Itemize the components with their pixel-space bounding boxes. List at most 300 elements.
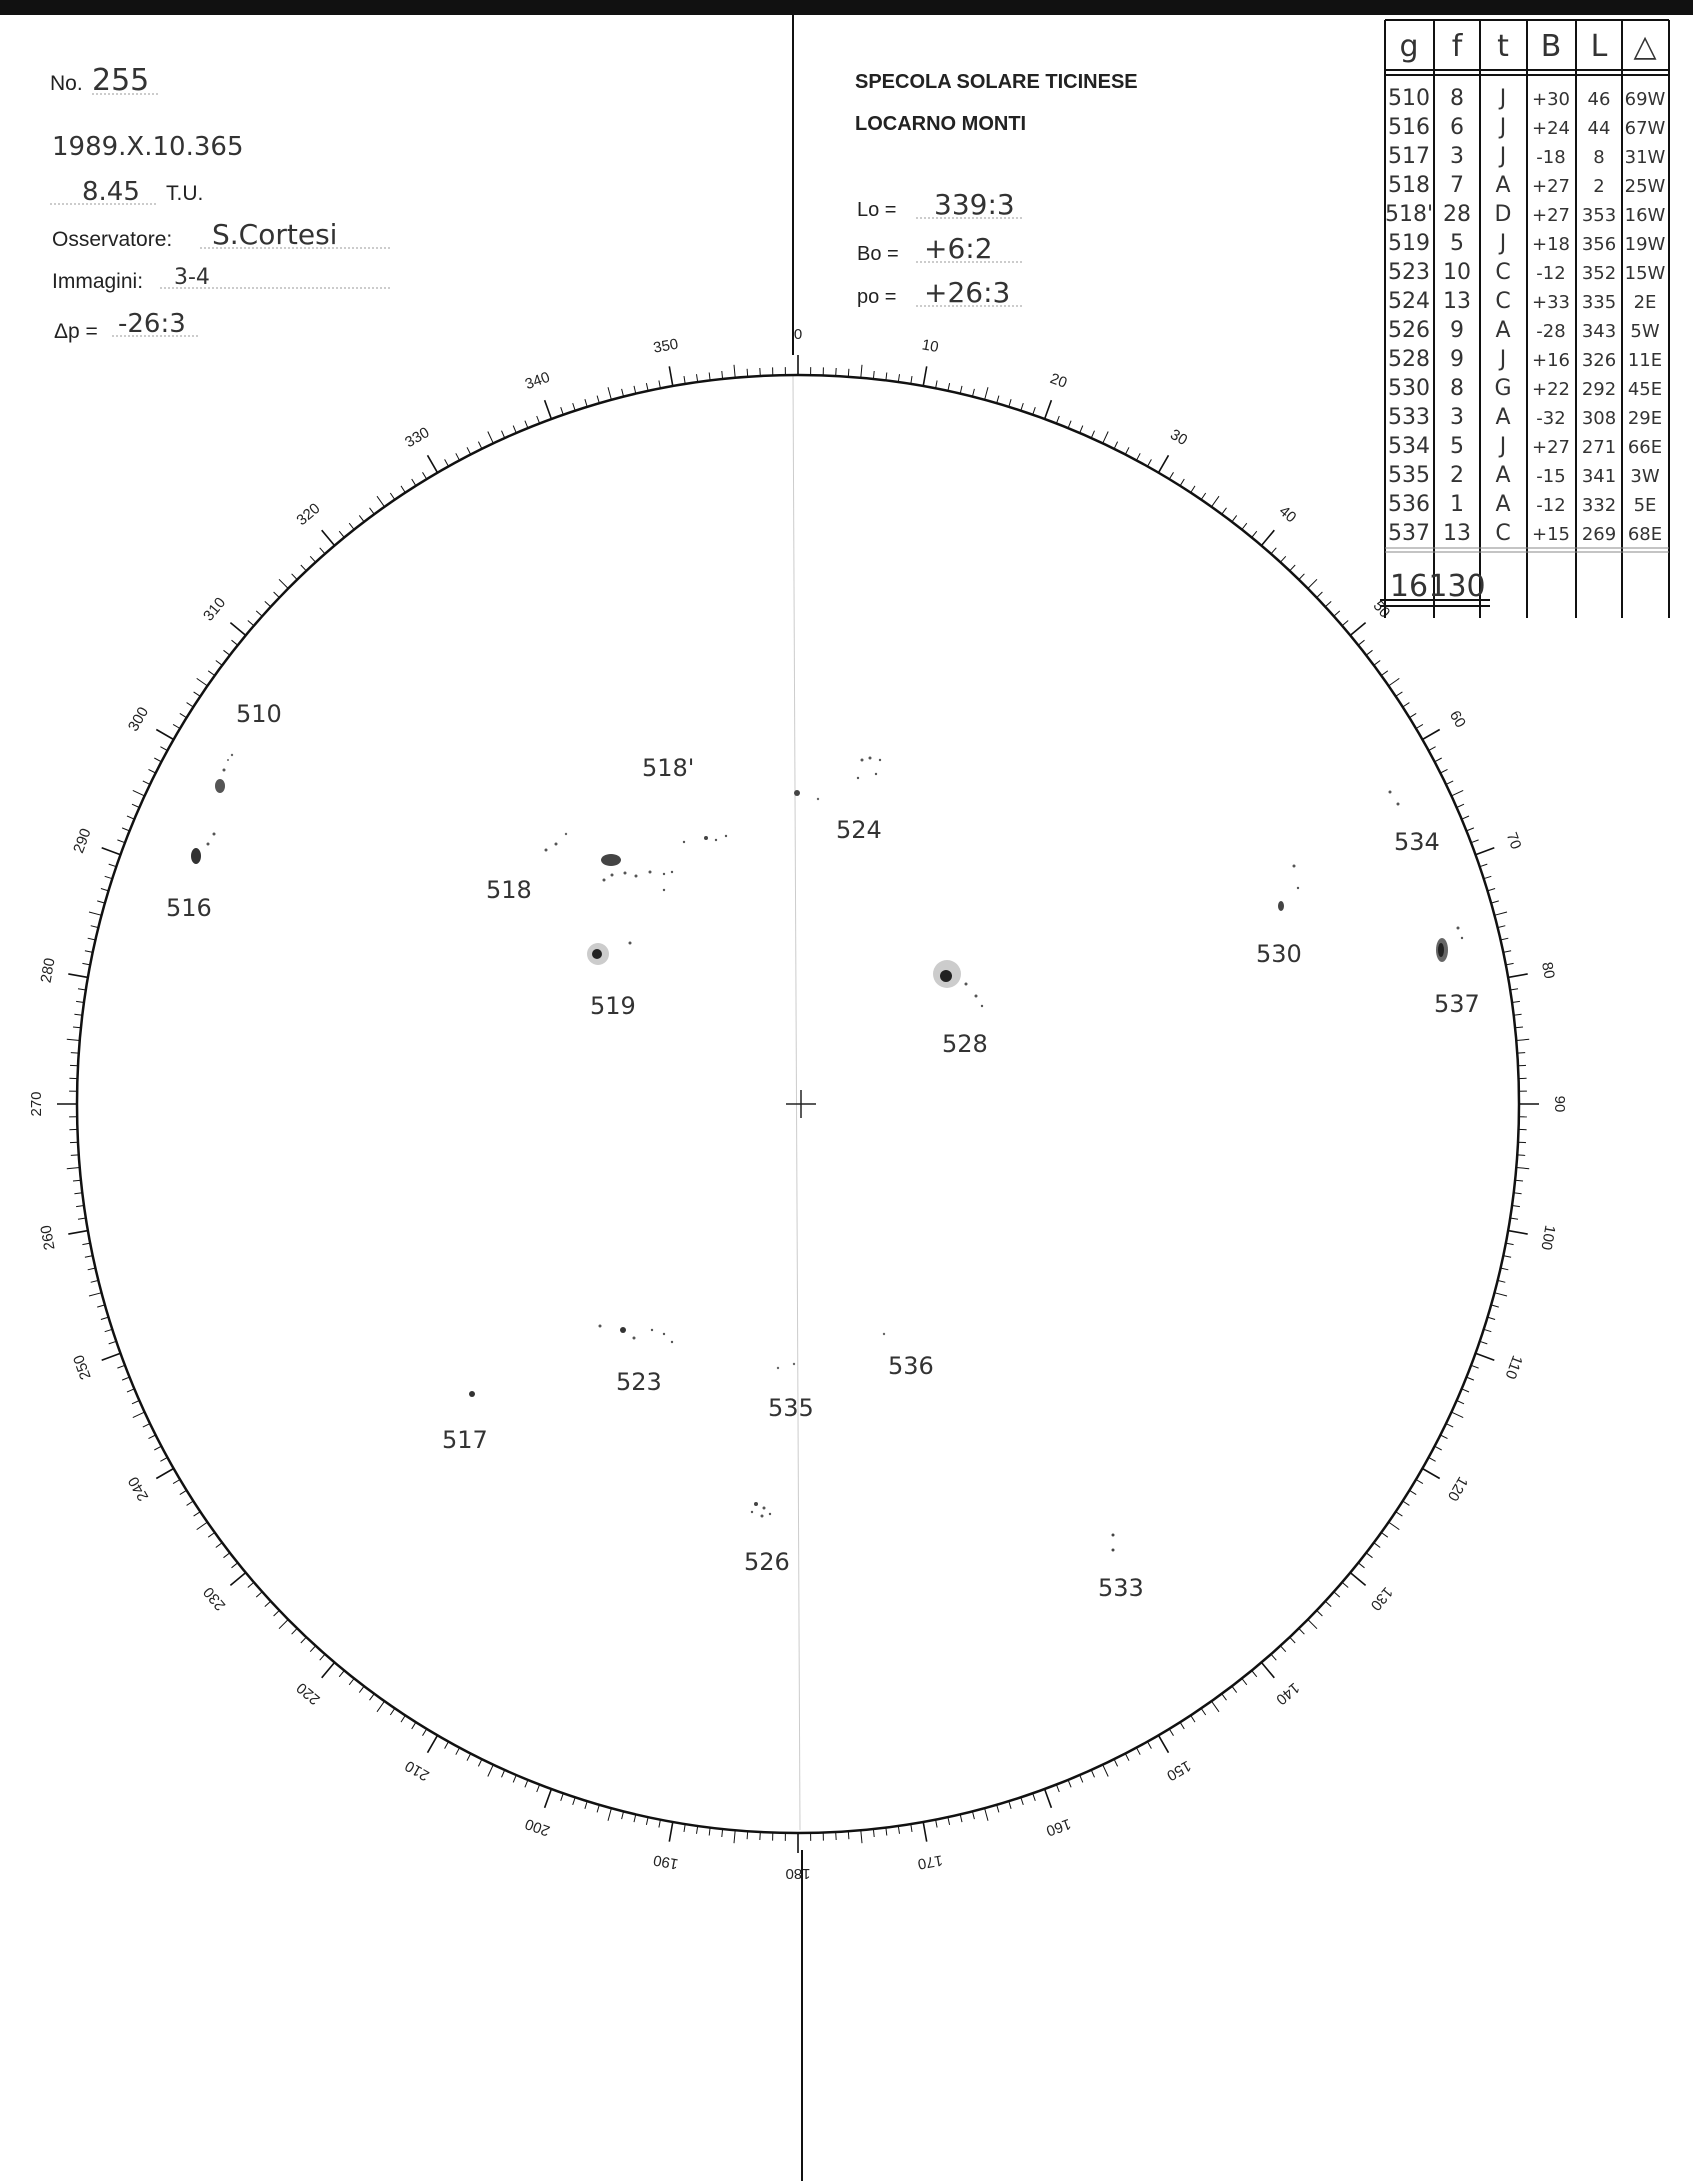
degree-tick bbox=[401, 1715, 405, 1722]
degree-tick bbox=[1280, 556, 1285, 562]
degree-tick bbox=[1358, 640, 1364, 645]
table-cell: 3 bbox=[1450, 405, 1464, 430]
degree-tick bbox=[224, 1553, 230, 1558]
central-meridian-guide bbox=[793, 375, 800, 1830]
table-cell: 15W bbox=[1624, 263, 1666, 284]
degree-tick bbox=[1440, 769, 1447, 773]
group-label-536: 536 bbox=[888, 1352, 934, 1380]
table-cell: 530 bbox=[1388, 376, 1430, 401]
spot-group-530 bbox=[1278, 865, 1299, 912]
degree-tick bbox=[292, 574, 298, 580]
table-cell: 519 bbox=[1388, 231, 1430, 256]
degree-tick bbox=[1396, 692, 1403, 696]
degree-tick bbox=[1148, 1742, 1152, 1749]
group-label-524: 524 bbox=[836, 816, 882, 844]
degree-tick bbox=[1451, 790, 1463, 796]
table-cell: +27 bbox=[1532, 176, 1570, 197]
degree-tick bbox=[265, 1601, 271, 1606]
degree-tick bbox=[423, 1729, 427, 1736]
degree-tick bbox=[1435, 1446, 1442, 1450]
degree-tick bbox=[467, 1754, 471, 1761]
degree-tick bbox=[1488, 1317, 1496, 1319]
degree-tick bbox=[149, 1435, 156, 1439]
degree-tick bbox=[160, 747, 167, 751]
degree-tick bbox=[1137, 1748, 1141, 1755]
degree-tick bbox=[97, 901, 105, 903]
degree-tick bbox=[279, 579, 288, 588]
l0-label: Lo = bbox=[857, 199, 897, 221]
group-label-534: 534 bbox=[1394, 828, 1440, 856]
table-header-cell: B bbox=[1540, 29, 1562, 64]
degree-tick bbox=[456, 453, 460, 460]
time-unit: T.U. bbox=[166, 182, 204, 205]
degree-tick bbox=[1440, 1435, 1447, 1439]
degree-tick bbox=[1033, 1793, 1036, 1801]
degree-tick bbox=[1457, 804, 1464, 807]
degree-tick bbox=[1180, 1722, 1184, 1729]
p0-value: +26:3 bbox=[924, 276, 1011, 309]
degree-label: 310 bbox=[200, 594, 230, 625]
degree-tick bbox=[89, 912, 102, 915]
degree-tick bbox=[1325, 601, 1331, 606]
number-label: No. bbox=[50, 72, 83, 95]
degree-label: 80 bbox=[1538, 960, 1558, 981]
table-cell: 523 bbox=[1388, 260, 1430, 285]
degree-label: 220 bbox=[293, 1678, 324, 1709]
degree-tick bbox=[154, 758, 161, 762]
table-cell: 2E bbox=[1633, 292, 1657, 313]
table-total-f: 130 bbox=[1428, 569, 1486, 604]
degree-tick bbox=[1169, 1729, 1173, 1736]
degree-tick bbox=[861, 1830, 862, 1843]
degree-tick bbox=[194, 1512, 201, 1516]
table-row bbox=[1388, 318, 1660, 343]
degree-tick bbox=[377, 496, 385, 507]
degree-label: 330 bbox=[402, 423, 433, 452]
degree-tick bbox=[156, 1469, 173, 1479]
degree-tick bbox=[1476, 848, 1495, 855]
table-cell: 69W bbox=[1624, 89, 1666, 110]
degree-tick bbox=[836, 368, 837, 376]
degree-tick bbox=[1317, 1610, 1323, 1616]
degree-tick bbox=[1280, 1646, 1285, 1652]
degree-tick bbox=[1429, 747, 1436, 751]
degree-tick bbox=[502, 431, 505, 438]
degree-tick bbox=[923, 1822, 927, 1842]
table-cell: A bbox=[1495, 463, 1511, 488]
degree-tick bbox=[1446, 1424, 1453, 1428]
table-cell: 46 bbox=[1587, 89, 1611, 110]
degree-tick bbox=[91, 926, 99, 928]
degree-tick bbox=[339, 531, 344, 537]
images-value: 3-4 bbox=[174, 265, 210, 290]
degree-tick bbox=[173, 724, 180, 728]
degree-tick bbox=[1261, 1662, 1274, 1677]
degree-tick bbox=[1471, 840, 1479, 843]
degree-tick bbox=[310, 1646, 315, 1652]
table-cell: 19W bbox=[1624, 234, 1666, 255]
degree-tick bbox=[232, 640, 238, 645]
solar-disk bbox=[28, 326, 1568, 1882]
degree-tick bbox=[1508, 1231, 1528, 1235]
table-cell: 528 bbox=[1388, 347, 1430, 372]
degree-tick bbox=[97, 1305, 105, 1307]
degree-tick bbox=[597, 1805, 599, 1813]
table-cell: 5 bbox=[1450, 231, 1464, 256]
degree-tick bbox=[423, 472, 427, 479]
degree-tick bbox=[537, 1785, 540, 1792]
degree-tick bbox=[1462, 1389, 1469, 1392]
table-cell: 8 bbox=[1450, 376, 1464, 401]
degree-tick bbox=[502, 1770, 505, 1777]
degree-tick bbox=[488, 432, 494, 444]
degree-tick bbox=[1271, 548, 1276, 554]
degree-tick bbox=[208, 1533, 215, 1538]
degree-tick bbox=[573, 1797, 576, 1805]
table-cell: 2 bbox=[1593, 176, 1605, 197]
table-cell: 535 bbox=[1388, 463, 1430, 488]
degree-tick bbox=[197, 678, 208, 686]
degree-tick bbox=[1517, 1053, 1525, 1054]
degree-tick bbox=[1446, 781, 1453, 785]
degree-tick bbox=[132, 1401, 139, 1404]
degree-label: 140 bbox=[1272, 1678, 1303, 1709]
degree-tick bbox=[173, 1480, 180, 1484]
table-total-g: 16 bbox=[1389, 569, 1429, 604]
observatory-location: LOCARNO MONTI bbox=[855, 113, 1027, 135]
degree-label: 70 bbox=[1502, 830, 1525, 852]
degree-tick bbox=[1033, 407, 1036, 415]
degree-tick bbox=[1114, 1759, 1118, 1766]
degree-tick bbox=[561, 1793, 564, 1801]
degree-tick bbox=[861, 365, 862, 378]
table-cell: 516 bbox=[1388, 115, 1430, 140]
degree-tick bbox=[248, 1582, 254, 1587]
degree-tick bbox=[67, 1039, 80, 1040]
table-cell: 3 bbox=[1450, 144, 1464, 169]
time-value: 8.45 bbox=[82, 177, 140, 207]
table-cell: A bbox=[1495, 173, 1511, 198]
degree-tick bbox=[1222, 508, 1227, 514]
degree-tick bbox=[1508, 974, 1528, 978]
table-cell: 526 bbox=[1388, 318, 1430, 343]
degree-tick bbox=[109, 1341, 117, 1344]
degree-tick bbox=[1212, 1701, 1220, 1712]
table-cell: G bbox=[1494, 376, 1512, 401]
degree-tick bbox=[1416, 724, 1423, 728]
degree-tick bbox=[359, 1686, 364, 1692]
disk-center-cross bbox=[786, 1090, 816, 1118]
degree-tick bbox=[232, 1563, 238, 1568]
degree-label: 290 bbox=[70, 826, 95, 856]
degree-tick bbox=[1491, 901, 1499, 903]
table-cell: +33 bbox=[1532, 292, 1570, 313]
degree-tick bbox=[1056, 1785, 1059, 1792]
table-header-cell: L bbox=[1590, 29, 1608, 64]
degree-label: 120 bbox=[1443, 1473, 1472, 1504]
degree-tick bbox=[105, 1329, 113, 1331]
degree-tick bbox=[1350, 623, 1365, 636]
degree-tick bbox=[390, 1708, 395, 1715]
degree-tick bbox=[1068, 1780, 1071, 1787]
spot-group-533 bbox=[1112, 1534, 1115, 1552]
degree-tick bbox=[1429, 1457, 1436, 1461]
table-cell: 44 bbox=[1587, 118, 1611, 139]
degree-tick bbox=[525, 421, 528, 428]
degree-tick bbox=[320, 548, 325, 554]
table-row bbox=[1385, 202, 1666, 227]
degree-label: 40 bbox=[1275, 502, 1300, 527]
degree-tick bbox=[1091, 1770, 1094, 1777]
degree-tick bbox=[370, 1694, 375, 1700]
degree-tick bbox=[734, 365, 735, 378]
degree-tick bbox=[377, 1701, 385, 1712]
table-cell: 67W bbox=[1624, 118, 1666, 139]
degree-tick bbox=[1435, 758, 1442, 762]
degree-label: 170 bbox=[916, 1851, 944, 1873]
degree-tick bbox=[1422, 1469, 1439, 1479]
degree-label: 50 bbox=[1369, 597, 1394, 622]
degree-tick bbox=[1498, 926, 1506, 928]
table-header-cell: t bbox=[1497, 29, 1509, 64]
degree-tick bbox=[359, 515, 364, 521]
degree-tick bbox=[149, 769, 156, 773]
table-rows bbox=[1385, 86, 1666, 546]
degree-tick bbox=[1350, 1573, 1365, 1586]
degree-tick bbox=[1516, 1168, 1529, 1169]
degree-tick bbox=[67, 1168, 80, 1169]
table-cell: J bbox=[1499, 144, 1507, 169]
degree-tick bbox=[1201, 1708, 1206, 1715]
spot-group-537 bbox=[1436, 927, 1463, 963]
degree-tick bbox=[1374, 1543, 1380, 1548]
degree-tick bbox=[428, 1735, 438, 1752]
table-cell: 7 bbox=[1450, 173, 1464, 198]
degree-tick bbox=[187, 1501, 194, 1505]
degree-tick bbox=[1191, 1715, 1195, 1722]
degree-tick bbox=[1009, 399, 1011, 407]
degree-tick bbox=[585, 399, 587, 407]
table-cell: +30 bbox=[1532, 89, 1570, 110]
degree-tick bbox=[216, 661, 222, 666]
degree-tick bbox=[71, 1155, 79, 1156]
degree-tick bbox=[1491, 1305, 1499, 1307]
images-label: Immagini: bbox=[52, 270, 144, 293]
degree-tick bbox=[1103, 1765, 1109, 1777]
degree-tick bbox=[1516, 1039, 1529, 1040]
degree-tick bbox=[836, 1832, 837, 1840]
group-label-526: 526 bbox=[744, 1548, 790, 1576]
table-cell: 352 bbox=[1581, 263, 1617, 284]
table-header bbox=[1399, 29, 1656, 64]
spot-group-516 bbox=[191, 833, 216, 865]
degree-tick bbox=[1374, 661, 1380, 666]
degree-tick bbox=[224, 650, 230, 655]
degree-tick bbox=[322, 530, 335, 545]
table-cell: 45E bbox=[1627, 379, 1663, 400]
table-cell: 534 bbox=[1388, 434, 1430, 459]
degree-tick bbox=[1366, 1553, 1372, 1558]
spot-group-536 bbox=[883, 1333, 885, 1335]
degree-tick bbox=[216, 1543, 222, 1548]
table-cell: A bbox=[1495, 405, 1511, 430]
degree-label: 280 bbox=[37, 956, 59, 985]
degree-label: 150 bbox=[1163, 1756, 1194, 1785]
delta-p-value: -26:3 bbox=[118, 309, 186, 339]
degree-label: 350 bbox=[652, 335, 680, 357]
degree-tick bbox=[230, 1573, 245, 1586]
degree-tick bbox=[1389, 678, 1400, 686]
degree-tick bbox=[143, 1424, 150, 1428]
degree-tick bbox=[187, 703, 194, 707]
b0-label: Bo = bbox=[857, 243, 899, 265]
degree-tick bbox=[428, 455, 438, 472]
degree-tick bbox=[1389, 1522, 1400, 1530]
table-cell: A bbox=[1495, 318, 1511, 343]
table-cell: +15 bbox=[1532, 524, 1570, 545]
degree-tick bbox=[525, 1780, 528, 1787]
degree-tick bbox=[734, 1830, 735, 1843]
groups-table bbox=[1380, 20, 1669, 618]
table-cell: +27 bbox=[1532, 205, 1570, 226]
table-cell: A bbox=[1495, 492, 1511, 517]
table-cell: D bbox=[1494, 202, 1512, 227]
degree-tick bbox=[1494, 1293, 1507, 1296]
degree-tick bbox=[1252, 1671, 1257, 1677]
degree-tick bbox=[1342, 621, 1348, 626]
table-cell: 269 bbox=[1581, 524, 1617, 545]
degree-tick bbox=[1494, 912, 1507, 915]
degree-tick bbox=[122, 1377, 129, 1380]
degree-tick bbox=[997, 396, 999, 404]
group-label-518-prime: 518' bbox=[642, 754, 695, 782]
degree-label: 190 bbox=[652, 1851, 680, 1873]
degree-tick bbox=[194, 692, 201, 696]
degree-tick bbox=[1068, 421, 1071, 428]
degree-tick bbox=[1403, 1501, 1410, 1505]
degree-tick bbox=[1471, 1365, 1479, 1368]
degree-tick bbox=[1222, 1694, 1227, 1700]
table-row bbox=[1388, 463, 1660, 488]
degree-label: 60 bbox=[1445, 707, 1469, 731]
group-label-519: 519 bbox=[590, 992, 636, 1020]
degree-tick bbox=[1159, 455, 1169, 472]
degree-tick bbox=[1467, 1377, 1474, 1380]
degree-tick bbox=[1021, 1797, 1024, 1805]
group-label-516: 516 bbox=[166, 894, 212, 922]
spot-group-517 bbox=[469, 1391, 475, 1397]
degree-tick bbox=[1416, 1480, 1423, 1484]
degree-tick bbox=[349, 523, 354, 529]
table-cell: 5E bbox=[1633, 495, 1657, 516]
table-cell: J bbox=[1499, 231, 1507, 256]
degree-tick bbox=[1366, 650, 1372, 655]
table-cell: 66E bbox=[1627, 437, 1663, 458]
degree-label: 100 bbox=[1537, 1223, 1559, 1252]
degree-tick bbox=[1317, 592, 1323, 598]
degree-tick bbox=[1480, 864, 1488, 867]
degree-tick bbox=[339, 1671, 344, 1677]
degree-tick bbox=[985, 1808, 988, 1821]
table-cell: 518' bbox=[1384, 202, 1434, 227]
degree-label: 90 bbox=[1551, 1095, 1569, 1113]
spot-group-519 bbox=[587, 942, 632, 966]
degree-tick bbox=[102, 848, 121, 855]
table-cell: 353 bbox=[1581, 205, 1617, 226]
degree-label: 340 bbox=[522, 368, 553, 394]
degree-tick bbox=[1498, 1280, 1506, 1282]
degree-tick bbox=[320, 1654, 325, 1660]
degree-tick bbox=[122, 828, 129, 831]
degree-tick bbox=[1261, 530, 1274, 545]
degree-tick bbox=[133, 1412, 145, 1418]
degree-tick bbox=[180, 1490, 187, 1494]
l0-value: 339:3 bbox=[934, 188, 1015, 221]
degree-tick bbox=[456, 1748, 460, 1755]
degree-tick bbox=[1308, 1620, 1317, 1629]
table-row bbox=[1388, 289, 1656, 314]
table-cell: 1 bbox=[1450, 492, 1464, 517]
degree-tick bbox=[747, 369, 748, 377]
degree-tick bbox=[1451, 1412, 1463, 1418]
degree-tick bbox=[1308, 579, 1317, 588]
degree-tick bbox=[1252, 531, 1257, 537]
table-cell: 356 bbox=[1581, 234, 1617, 255]
degree-tick bbox=[301, 565, 307, 571]
table-cell: 536 bbox=[1388, 492, 1430, 517]
degree-label: 10 bbox=[920, 336, 940, 356]
degree-tick bbox=[1103, 432, 1109, 444]
degree-tick bbox=[274, 592, 280, 598]
degree-tick bbox=[412, 1722, 416, 1729]
observation-date: 1989.X.10.365 bbox=[52, 132, 244, 162]
table-cell: 28 bbox=[1443, 202, 1471, 227]
degree-tick bbox=[1334, 1592, 1340, 1597]
degree-tick bbox=[585, 1801, 587, 1809]
degree-tick bbox=[1091, 431, 1094, 438]
table-cell: -28 bbox=[1536, 321, 1566, 342]
table-cell: -15 bbox=[1536, 466, 1566, 487]
table-cell: 9 bbox=[1450, 347, 1464, 372]
degree-label: 270 bbox=[27, 1091, 45, 1117]
degree-tick bbox=[1358, 1563, 1364, 1568]
table-cell: 3W bbox=[1630, 466, 1660, 487]
degree-tick bbox=[1009, 1801, 1011, 1809]
degree-tick bbox=[1056, 416, 1059, 423]
group-label-533: 533 bbox=[1098, 1574, 1144, 1602]
degree-tick bbox=[467, 447, 471, 454]
degree-tick bbox=[1381, 1533, 1388, 1538]
degree-tick bbox=[1342, 1582, 1348, 1587]
degree-tick bbox=[1290, 1637, 1296, 1643]
group-label-537: 537 bbox=[1434, 990, 1480, 1018]
degree-tick bbox=[573, 403, 576, 411]
sunspots bbox=[191, 754, 1463, 1552]
table-cell: J bbox=[1499, 347, 1507, 372]
degree-tick bbox=[256, 1592, 262, 1597]
degree-tick bbox=[256, 611, 262, 616]
degree-tick bbox=[1299, 574, 1305, 580]
degree-tick bbox=[1271, 1654, 1276, 1660]
degree-tick bbox=[1242, 523, 1247, 529]
degree-tick bbox=[248, 621, 254, 626]
degree-tick bbox=[1325, 1601, 1331, 1606]
degree-tick bbox=[91, 1280, 99, 1282]
table-header-cell: △ bbox=[1633, 29, 1657, 64]
degree-tick bbox=[1488, 889, 1496, 891]
spot-group-535 bbox=[777, 1363, 795, 1369]
degree-tick bbox=[597, 396, 599, 404]
